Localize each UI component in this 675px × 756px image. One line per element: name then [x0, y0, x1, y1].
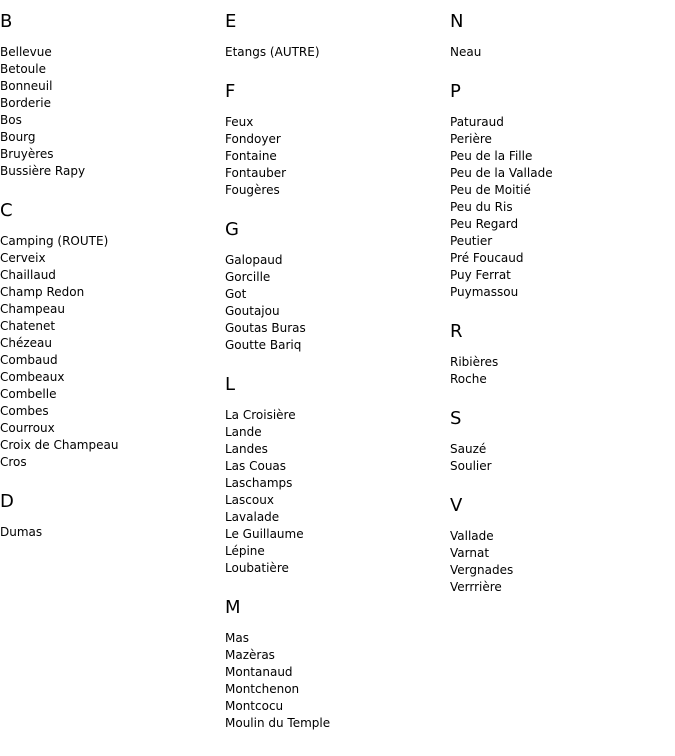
letter-heading: C	[0, 200, 13, 221]
place-link[interactable]: Combeaux	[0, 370, 65, 384]
place-link[interactable]: Lascoux	[225, 493, 274, 507]
place-link[interactable]: Verrrière	[450, 580, 502, 594]
letter-heading: P	[450, 81, 461, 102]
letter-group	[225, 373, 450, 577]
place-link[interactable]: Neau	[450, 45, 482, 59]
place-link[interactable]: Courroux	[0, 421, 55, 435]
place-link[interactable]: La Croisière	[225, 408, 296, 422]
place-link[interactable]: Peutier	[450, 234, 493, 248]
place-link[interactable]: Bruyères	[0, 147, 54, 161]
place-link[interactable]: Dumas	[0, 525, 43, 539]
place-link[interactable]: Puy Ferrat	[450, 268, 511, 282]
place-link[interactable]: Bellevue	[0, 45, 52, 59]
place-link[interactable]: Peu de Moitié	[450, 183, 531, 197]
place-link[interactable]: Bos	[0, 113, 22, 127]
letter-heading: V	[450, 495, 463, 516]
letter-group	[450, 494, 675, 596]
place-link[interactable]: Combes	[0, 404, 49, 418]
letter-heading: S	[450, 408, 462, 429]
place-link[interactable]: Cros	[0, 455, 27, 469]
place-link[interactable]: Peu Regard	[450, 217, 519, 231]
place-link[interactable]: Cerveix	[0, 251, 46, 265]
place-link[interactable]: Lande	[225, 425, 262, 439]
letter-group	[450, 80, 675, 301]
place-link[interactable]: Got	[225, 287, 247, 301]
place-link[interactable]: Montanaud	[225, 665, 293, 679]
place-link[interactable]: Montchenon	[225, 682, 300, 696]
letter-group	[225, 596, 450, 732]
letter-heading: M	[225, 597, 241, 618]
place-link[interactable]: Pré Foucaud	[450, 251, 524, 265]
place-link[interactable]: Camping (ROUTE)	[0, 234, 109, 248]
place-link[interactable]: Las Couas	[225, 459, 287, 473]
place-link[interactable]: Montcocu	[225, 699, 284, 713]
place-link[interactable]: Mazèras	[225, 648, 275, 662]
letter-group	[450, 320, 675, 388]
letter-group	[225, 10, 450, 61]
place-link[interactable]: Bourg	[0, 130, 36, 144]
letter-heading: N	[450, 11, 464, 32]
letter-heading: D	[0, 491, 14, 512]
place-link[interactable]: Etangs (AUTRE)	[225, 45, 320, 59]
place-link[interactable]: Varnat	[450, 546, 490, 560]
place-link[interactable]: Vergnades	[450, 563, 514, 577]
letter-group	[0, 490, 225, 541]
place-link[interactable]: Bussière Rapy	[0, 164, 86, 178]
letter-heading: L	[225, 374, 236, 395]
place-link[interactable]: Laschamps	[225, 476, 293, 490]
index-column-1	[0, 10, 225, 560]
place-link[interactable]: Puymassou	[450, 285, 519, 299]
place-link[interactable]: Lépine	[225, 544, 265, 558]
place-link[interactable]: Roche	[450, 372, 487, 386]
letter-group	[0, 10, 225, 180]
letter-heading: R	[450, 321, 463, 342]
letter-heading: E	[225, 11, 237, 32]
letter-group	[225, 80, 450, 199]
letter-group	[450, 407, 675, 475]
letter-group	[225, 218, 450, 354]
place-link[interactable]: Combelle	[0, 387, 57, 401]
place-link[interactable]: Peu du Ris	[450, 200, 513, 214]
letter-heading: G	[225, 219, 239, 240]
place-link[interactable]: Goutas Buras	[225, 321, 306, 335]
place-link[interactable]: Gorcille	[225, 270, 271, 284]
place-link[interactable]: Fougères	[225, 183, 280, 197]
place-link[interactable]: Goutte Bariq	[225, 338, 302, 352]
place-link[interactable]: Galopaud	[225, 253, 283, 267]
place-link[interactable]: Perière	[450, 132, 492, 146]
place-link[interactable]: Chézeau	[0, 336, 53, 350]
place-link[interactable]: Moulin du Temple	[225, 716, 331, 730]
place-link[interactable]: Champ Redon	[0, 285, 85, 299]
place-link[interactable]: Chatenet	[0, 319, 56, 333]
place-link[interactable]: Le Guillaume	[225, 527, 304, 541]
letter-heading: F	[225, 81, 236, 102]
letter-heading: B	[0, 11, 13, 32]
index-column-3	[450, 10, 675, 615]
place-link[interactable]: Goutajou	[225, 304, 280, 318]
place-link[interactable]: Fontaine	[225, 149, 277, 163]
place-link[interactable]: Peu de la Vallade	[450, 166, 553, 180]
place-link[interactable]: Vallade	[450, 529, 494, 543]
place-link[interactable]: Mas	[225, 631, 249, 645]
letter-group	[450, 10, 675, 61]
place-link[interactable]: Champeau	[0, 302, 65, 316]
place-link[interactable]: Feux	[225, 115, 254, 129]
place-link[interactable]: Chaillaud	[0, 268, 56, 282]
place-link[interactable]: Peu de la Fille	[450, 149, 533, 163]
place-link[interactable]: Bonneuil	[0, 79, 53, 93]
place-link[interactable]: Fondoyer	[225, 132, 281, 146]
place-link[interactable]: Landes	[225, 442, 268, 456]
place-link[interactable]: Fontauber	[225, 166, 287, 180]
place-link[interactable]: Ribières	[450, 355, 499, 369]
place-link[interactable]: Combaud	[0, 353, 58, 367]
place-link[interactable]: Paturaud	[450, 115, 504, 129]
place-link[interactable]: Loubatière	[225, 561, 289, 575]
place-link[interactable]: Sauzé	[450, 442, 487, 456]
place-link[interactable]: Lavalade	[225, 510, 280, 524]
place-link[interactable]: Soulier	[450, 459, 492, 473]
place-link[interactable]: Borderie	[0, 96, 51, 110]
letter-group	[0, 199, 225, 471]
place-link[interactable]: Betoule	[0, 62, 46, 76]
place-link[interactable]: Croix de Champeau	[0, 438, 119, 452]
index-column-2	[225, 10, 450, 751]
